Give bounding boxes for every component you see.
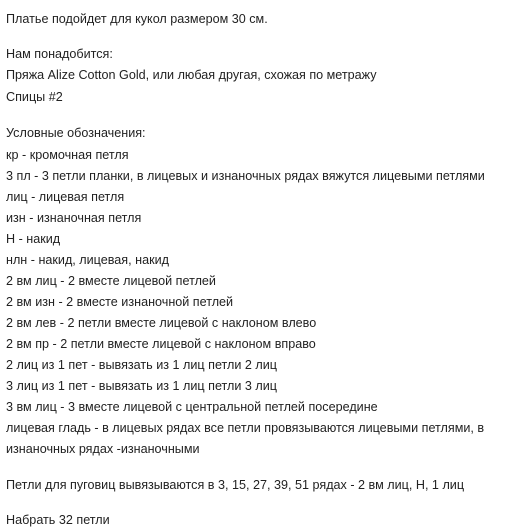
legend-heading: Условные обозначения:: [6, 126, 146, 140]
materials-needles: Спицы #2: [6, 90, 63, 104]
legend-item: 2 вм пр - 2 петли вместе лицевой с наклоном вправо: [6, 337, 316, 351]
legend-item: 2 вм изн - 2 вместе изнаночной петлей: [6, 295, 234, 309]
legend-item: 2 вм лев - 2 петли вместе лицевой с наклоном влево: [6, 316, 317, 330]
legend-item: 2 лиц из 1 пет - вывязать из 1 лиц петли 2 лиц: [6, 358, 277, 372]
legend-item-continued: изнаночных рядах -изнаночными: [6, 442, 200, 456]
intro-line: Платье подойдет для кукол размером 30 см.: [6, 12, 268, 26]
legend-item: 3 вм лиц - 3 вместе лицевой с центральной петлей посередине: [6, 400, 378, 414]
legend-item: изн - изнаночная петля: [6, 211, 142, 225]
legend-item: 3 пл - 3 петли планки, в лицевых и изнаночных рядах вяжутся лицевыми петлями: [6, 169, 485, 183]
legend-item: лицевая гладь - в лицевых рядах все петли провязываются лицевыми петлями, в: [6, 421, 485, 435]
materials-heading: Нам понадобится:: [6, 47, 113, 61]
legend-item: 3 лиц из 1 пет - вывязать из 1 лиц петли 3 лиц: [6, 379, 277, 393]
legend-item: Н - накид: [6, 232, 61, 246]
cast-on-note: Набрать 32 петли: [6, 513, 110, 527]
legend-item: нлн - накид, лицевая, накид: [6, 253, 169, 267]
buttonholes-note: Петли для пуговиц вывязываются в 3, 15, 27, 39, 51 рядах - 2 вм лиц, Н, 1 лиц: [6, 478, 465, 492]
legend-item: лиц - лицевая петля: [6, 190, 125, 204]
legend-item: 2 вм лиц - 2 вместе лицевой петлей: [6, 274, 216, 288]
materials-yarn: Пряжа Alize Cotton Gold, или любая другая, схожая по метражу: [6, 68, 377, 82]
legend-item: кр - кромочная петля: [6, 148, 129, 162]
